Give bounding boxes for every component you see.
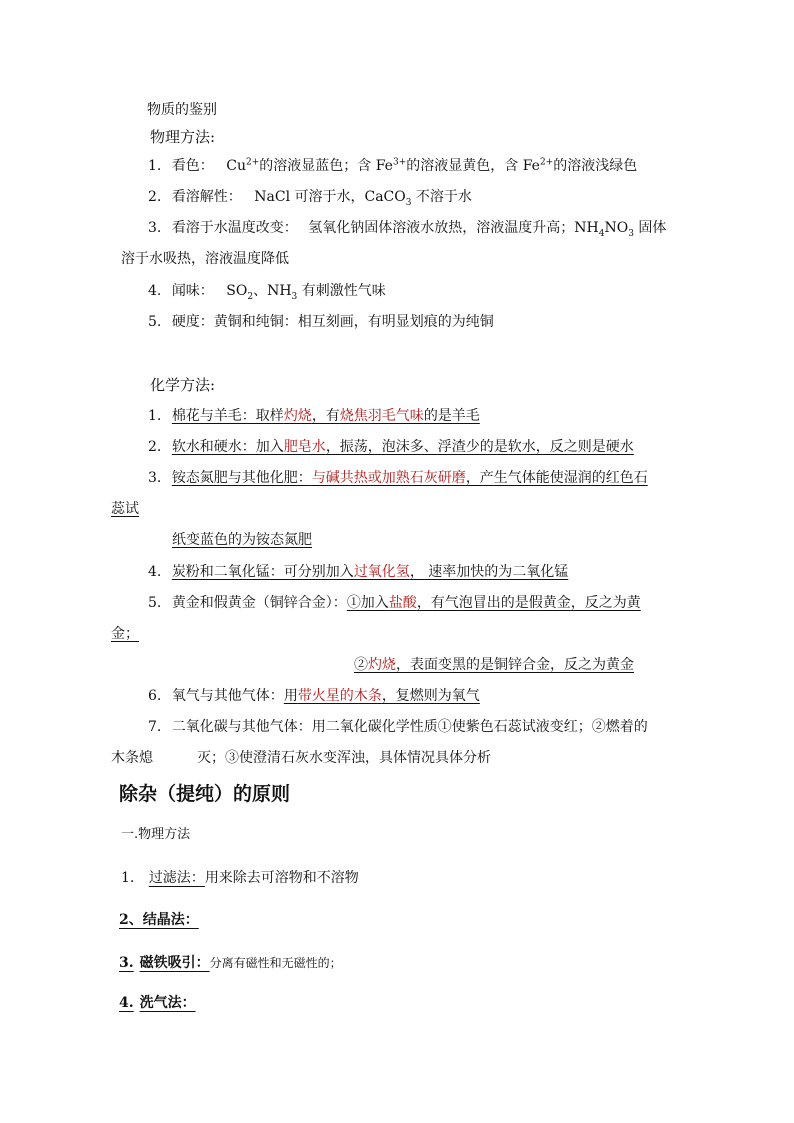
purify-item-1: 1. 过滤法：用来除去可溶物和不溶物 [121, 870, 359, 886]
chemical-item-5-cont: 金； [111, 626, 139, 642]
chemical-item-6: 6. 氧气与其他气体：用带火星的木条，复燃则为氧气 [148, 688, 480, 704]
chemical-item-7: 7. 二氧化碳与其他气体：用二氧化碳化学性质①使紫色石蕊试液变红；②燃着的 [148, 719, 648, 735]
physical-item-3-cont: 溶于水吸热，溶液温度降低 [121, 251, 289, 267]
section-title-purify: 除杂（提纯）的原则 [119, 783, 291, 805]
chemical-item-7-cont: 木条熄 灭；③使澄清石灰水变浑浊，具体情况具体分析 [111, 750, 491, 766]
purify-item-2: 2、结晶法： [119, 912, 199, 928]
physical-item-5: 5. 硬度：黄铜和纯铜：相互刻画，有明显划痕的为纯铜 [148, 314, 494, 330]
section-title-identify: 物质的鉴别 [147, 102, 217, 118]
purify-item-3: 3. 磁铁吸引：分离有磁性和无磁性的； [119, 955, 342, 971]
purify-item-4: 4. 洗气法： [119, 995, 196, 1011]
physical-item-4: 4. 闻味： $SO_2$、$NH_3$ 有刺激性气味 [148, 283, 386, 302]
chemical-item-2: 2. 软水和硬水：加入肥皂水，振荡，泡沫多、浮渣少的是软水，反之则是硬水 [148, 439, 634, 455]
section-title-purify-physical: 一.物理方法 [121, 827, 191, 842]
section-title-chemical: 化学方法: [150, 376, 216, 394]
physical-item-3: 3. 看溶于水温度改变： 氢氧化钠固体溶液水放热，溶液温度升高；$NH_4NO_3$ 固体 [148, 220, 667, 239]
chemical-item-5: 5. 黄金和假黄金（铜锌合金）：①加入盐酸，有气泡冒出的是假黄金，反之为黄 [148, 595, 641, 611]
chemical-item-5-cont2: ②灼烧，表面变黑的是铜锌合金，反之为黄金 [354, 657, 634, 673]
chemical-item-4: 4. 炭粉和二氧化锰：可分别加入过氧化氢， 速率加快的为二氧化锰 [148, 564, 569, 580]
chemical-item-3-cont: 蕊试 [111, 501, 139, 517]
physical-item-1: 1. 看色： $Cu^{2+}$的溶液显蓝色；含 $Fe^{3+}$的溶液显黄色，含 $Fe^{2+}$的溶液浅绿色 [148, 157, 638, 174]
section-title-physical: 物理方法: [150, 128, 216, 146]
physical-item-2: 2. 看溶解性： NaCl 可溶于水，CaCO$_3$ 不溶于水 [148, 189, 472, 208]
chemical-item-1: 1. 棉花与羊毛：取样灼烧，有烧焦羽毛气味的是羊毛 [148, 408, 480, 424]
chemical-item-3-cont2: 纸变蓝色的为铵态氮肥 [172, 532, 312, 548]
chemical-item-3: 3. 铵态氮肥与其他化肥：与碱共热或加熟石灰研磨，产生气体能使湿润的红色石 [148, 470, 648, 486]
